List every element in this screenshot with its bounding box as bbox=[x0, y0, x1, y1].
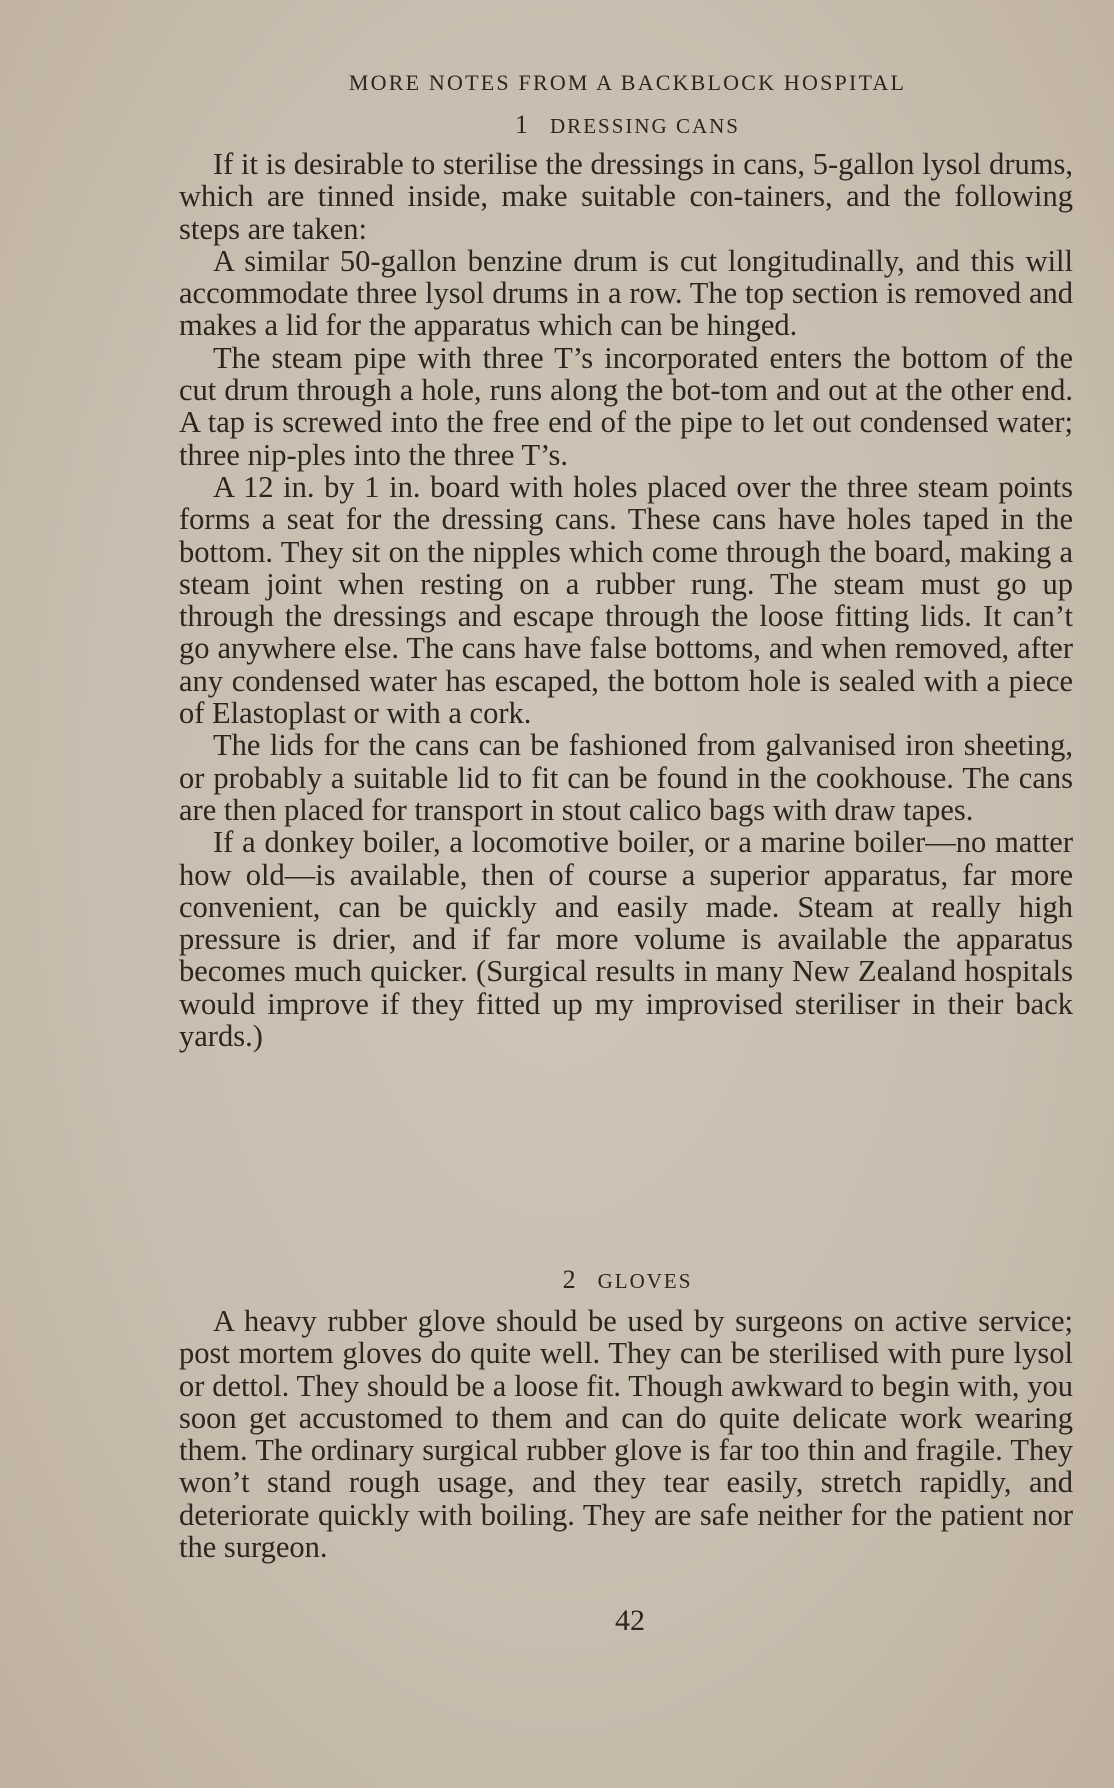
paragraph: The lids for the cans can be fashioned from galvanised iron sheeting, or probably a suitable lid to fit can be found in the cookhouse. The cans are then placed for transport in stout calico bags with draw tapes. bbox=[179, 728, 1073, 827]
section-title: DRESSING CANS bbox=[550, 114, 740, 138]
paragraph: If it is desirable to sterilise the dressings in cans, 5-gallon lysol drums, which are tinned inside, make suitable con-tainers, and the following steps are taken: bbox=[179, 147, 1073, 246]
section-heading-dressing-cans bbox=[180, 110, 1075, 140]
section-title: GLOVES bbox=[597, 1269, 693, 1293]
section-number: 1 bbox=[515, 110, 529, 139]
section-heading-gloves bbox=[180, 1265, 1075, 1295]
paragraph: If a donkey boiler, a locomotive boiler, or a marine boiler—no matter how old—is available, then of course a superior apparatus, far more convenient, can be quickly and easily made. Steam at really high pressure is drier, and if far more volume is available the apparatus becomes much quicker. (Surgical results in many New Zealand hospitals would improve if they fitted up my improvised steriliser in their back yards.) bbox=[179, 825, 1073, 1054]
page-number: 42 bbox=[615, 1604, 645, 1637]
paragraph: The steam pipe with three T’s incorporated enters the bottom of the cut drum through a hole, runs along the bot-tom and out at the other end. A tap is screwed into the free end of the pipe to let out condensed water; three nip-ples into the three T’s. bbox=[179, 340, 1073, 472]
paragraph: A 12 in. by 1 in. board with holes placed over the three steam points forms a seat for the dressing cans. These cans have holes taped in the bottom. They sit on the nipples which come through the board, making a steam joint when resting on a rubber rung. The steam must go up through the dressings and escape through the loose fitting lids. It can’t go anywhere else. The cans have false bottoms, and when removed, after any condensed water has escaped, the bottom hole is sealed with a piece of Elastoplast or with a cork. bbox=[179, 469, 1073, 731]
paragraph: A heavy rubber glove should be used by surgeons on active service; post mortem gloves do quite well. They can be sterilised with pure lysol or dettol. They should be a loose fit. Though awkward to begin with, you soon get accustomed to them and can do quite delicate work wearing them. The ordinary surgical rubber glove is far too thin and fragile. They won’t stand rough usage, and they tear easily, stretch rapidly, and deteriorate quickly with boiling. They are safe neither for the patient nor the surgeon. bbox=[179, 1304, 1073, 1565]
section-body-gloves bbox=[179, 1305, 1073, 1563]
running-head: MORE NOTES FROM A BACKBLOCK HOSPITAL bbox=[348, 70, 907, 95]
paragraph: A similar 50-gallon benzine drum is cut longitudinally, and this will accommodate three lysol drums in a row. The top section is removed and makes a lid for the apparatus which can be hinged. bbox=[179, 243, 1073, 343]
section-body-dressing-cans bbox=[179, 148, 1073, 1052]
section-number: 2 bbox=[562, 1265, 576, 1294]
